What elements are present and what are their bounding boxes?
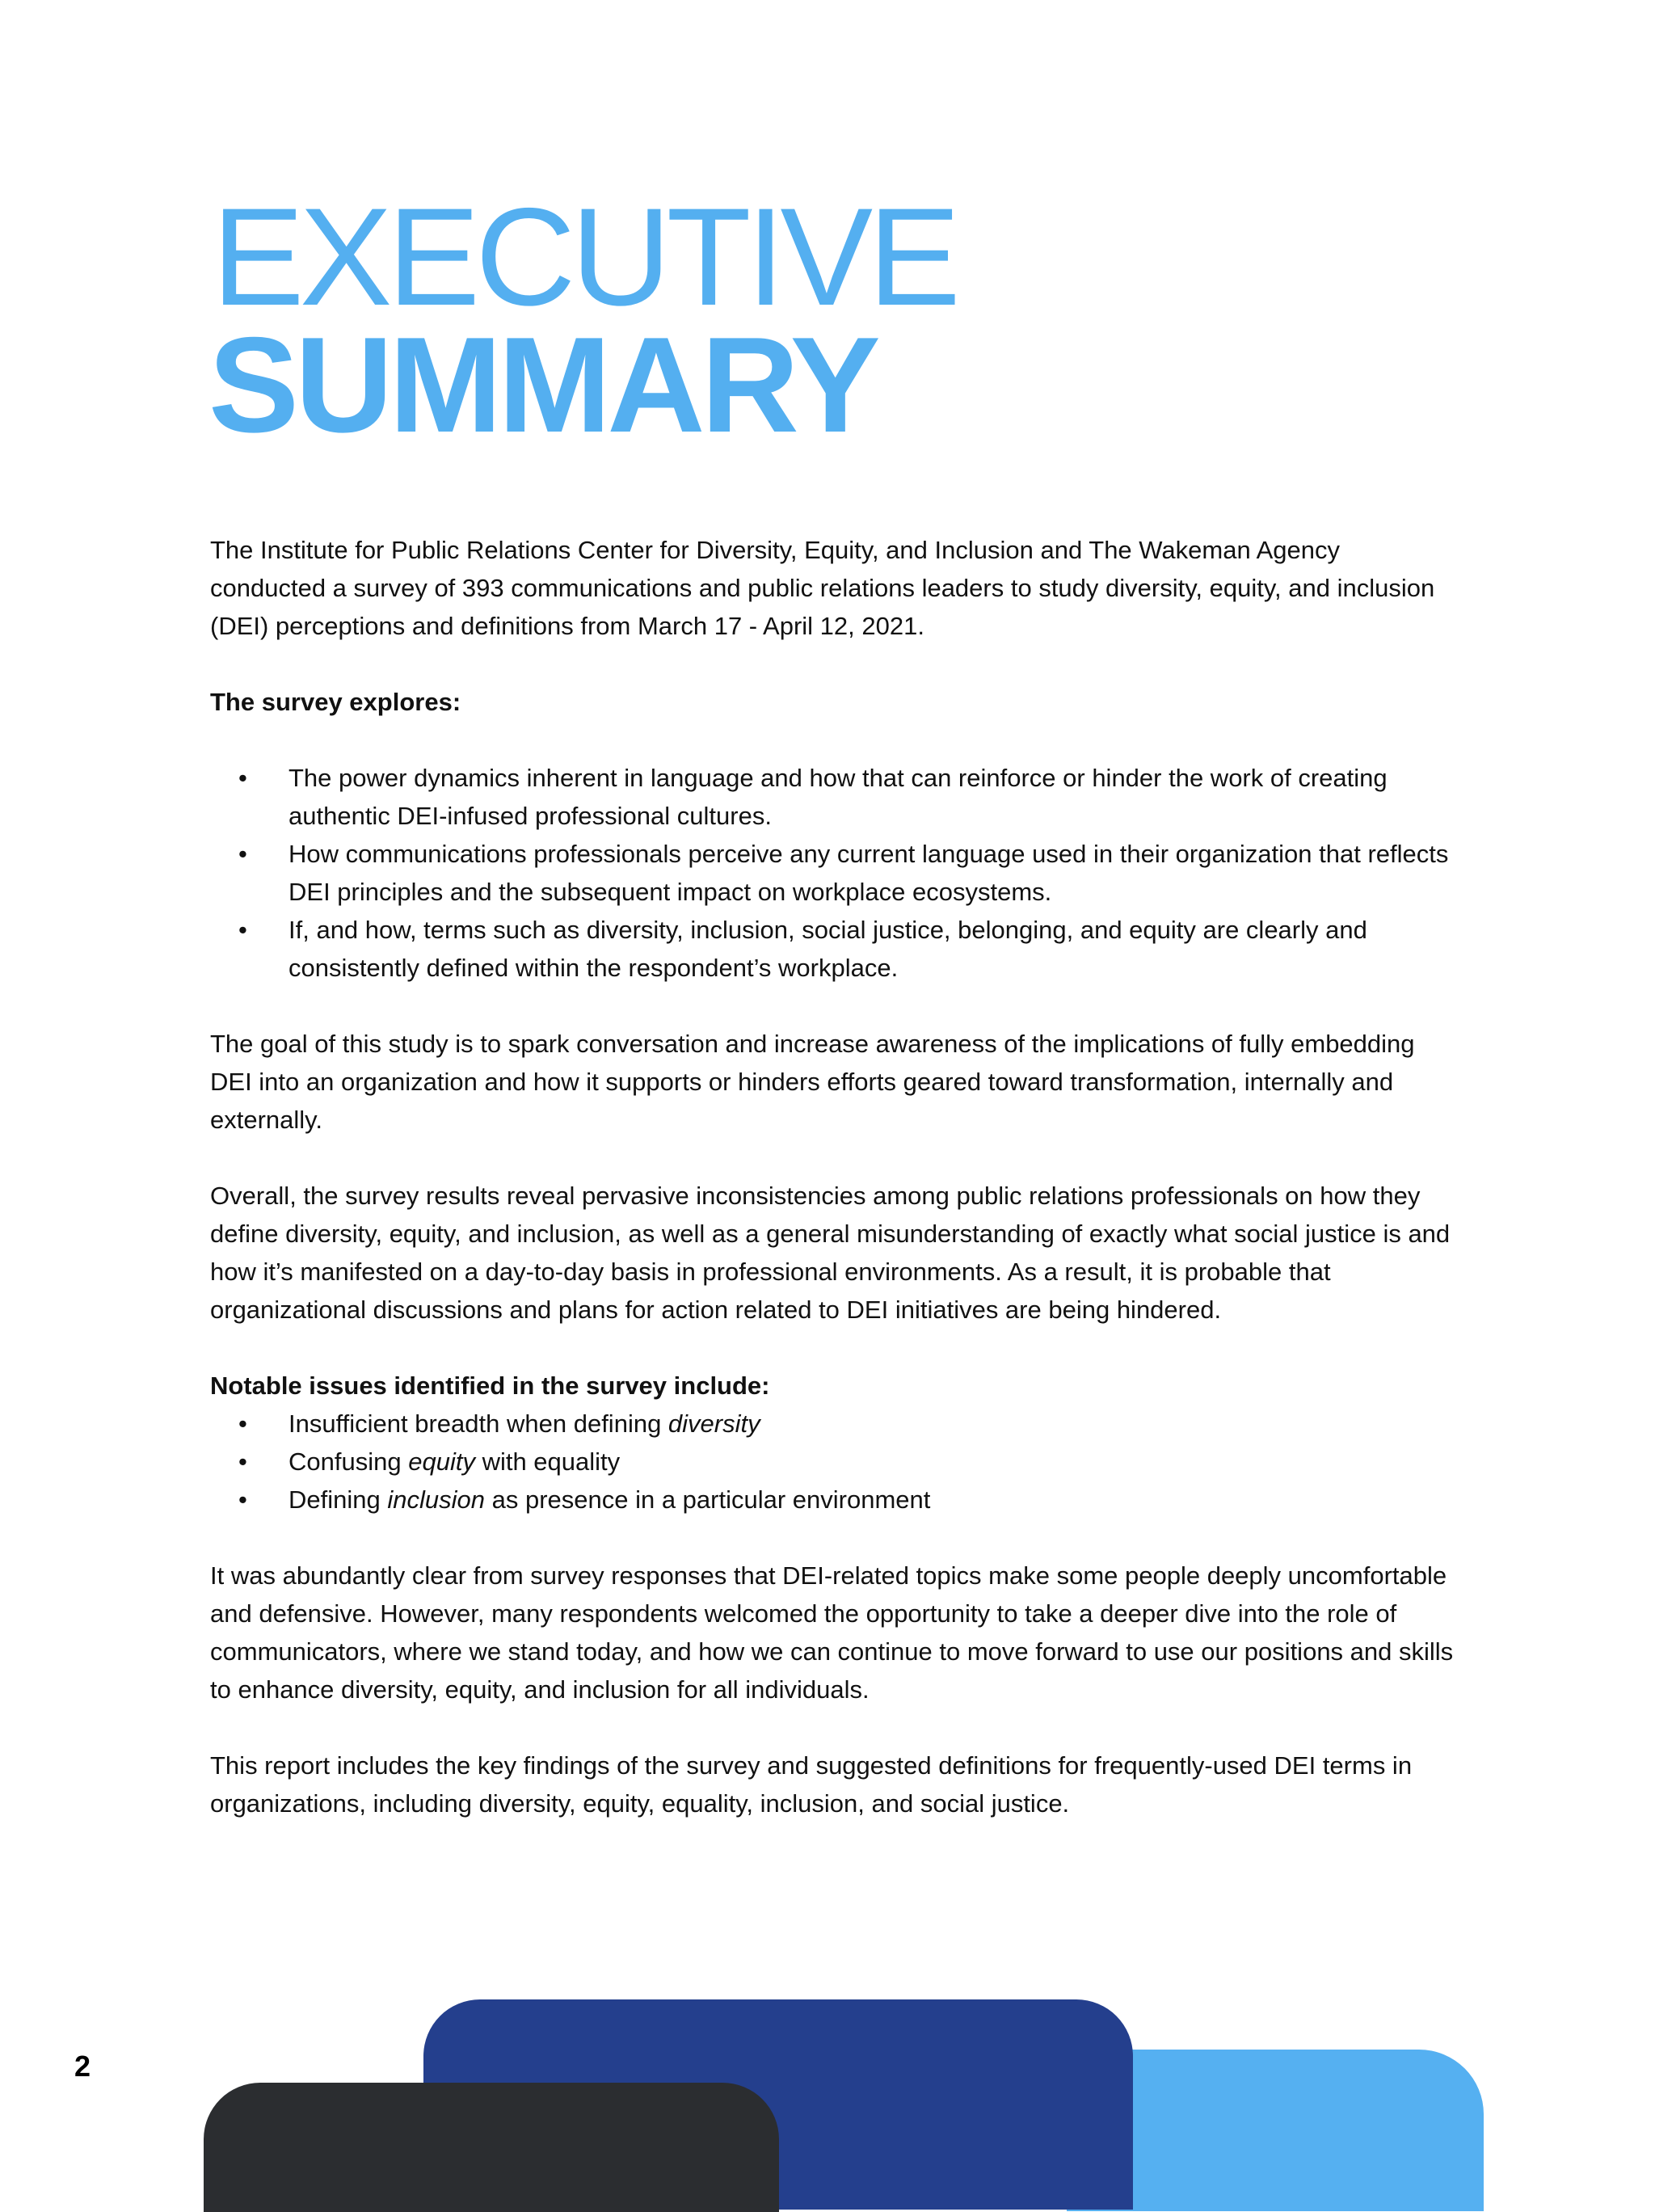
issues-list (210, 1405, 1455, 1519)
report-paragraph: This report includes the key findings of the survey and suggested definitions for frequently-used DEI terms in organizations, including diversity, equity, equality, inclusion, and social justice. (210, 1751, 1413, 1818)
issues-heading: Notable issues identified in the survey include: (210, 1371, 770, 1400)
list-item-text: How communications professionals perceive any current language used in their organization that reflects DEI principles and the subsequent impact on workplace ecosystems. (288, 840, 1449, 906)
goal-paragraph: The goal of this study is to spark conversation and increase awareness of the implications of fully embedding DEI into an organization and how it supports or hinders efforts geared toward transformation, internally and externally. (210, 1030, 1415, 1134)
bullet-icon: • (238, 840, 247, 868)
bullet-icon: • (238, 1485, 247, 1514)
title-executive: EXECUTIVE (212, 179, 956, 335)
list-item (210, 1481, 1455, 1519)
bullet-icon: • (238, 1447, 247, 1476)
list-item-text: Confusing equity with equality (288, 1447, 621, 1476)
list-item (210, 1405, 1455, 1443)
list-item (210, 835, 1455, 911)
explores-list (210, 759, 1455, 987)
term-diversity: diversity (667, 1409, 760, 1438)
decorative-charcoal-shape (204, 2083, 779, 2212)
page-number: 2 (74, 2050, 91, 2083)
list-item-text: The power dynamics inherent in language and how that can reinforce or hinder the work of creating authentic DEI-infused professional cultures. (288, 764, 1388, 830)
intro-paragraph: The Institute for Public Relations Center for Diversity, Equity, and Inclusion and The Wakeman Agency conducted a survey of 393 communications and public relations leaders to study diversity, equity, and inclusion (DEI) perceptions and definitions from March 17 - April 12, 2021. (210, 536, 1435, 640)
explores-heading: The survey explores: (210, 688, 461, 716)
list-item (210, 1443, 1455, 1481)
term-equity: equity (408, 1447, 475, 1476)
bullet-icon: • (238, 1409, 247, 1438)
list-item-text: If, and how, terms such as diversity, inclusion, social justice, belonging, and equity are clearly and consistently defined within the respondent’s workplace. (288, 916, 1367, 982)
body-content (210, 531, 1455, 1822)
bullet-icon: • (238, 764, 247, 792)
bullet-icon: • (238, 916, 247, 944)
term-inclusion: inclusion (387, 1485, 485, 1514)
list-item-text: Defining inclusion as presence in a particular environment (288, 1485, 931, 1514)
list-item-text: Insufficient breadth when defining diversity (288, 1409, 760, 1438)
list-item (210, 911, 1455, 987)
list-item (210, 759, 1455, 835)
clear-paragraph: It was abundantly clear from survey responses that DEI-related topics make some people deeply uncomfortable and defensive. However, many respondents welcomed the opportunity to take a deeper dive into the role of communicators, where we stand today, and how we can continue to move forward to use our positions and skills to enhance diversity, equity, and inclusion for all individuals. (210, 1561, 1454, 1704)
overall-paragraph: Overall, the survey results reveal pervasive inconsistencies among public relations professionals on how they define diversity, equity, and inclusion, as well as a general misunderstanding of exactly what social justice is and how it’s manifested on a day-to-day basis in professional environments. As a result, it is probable that organizational discussions and plans for action related to DEI initiatives are being hindered. (210, 1182, 1451, 1324)
title-summary: SUMMARY (208, 309, 877, 461)
